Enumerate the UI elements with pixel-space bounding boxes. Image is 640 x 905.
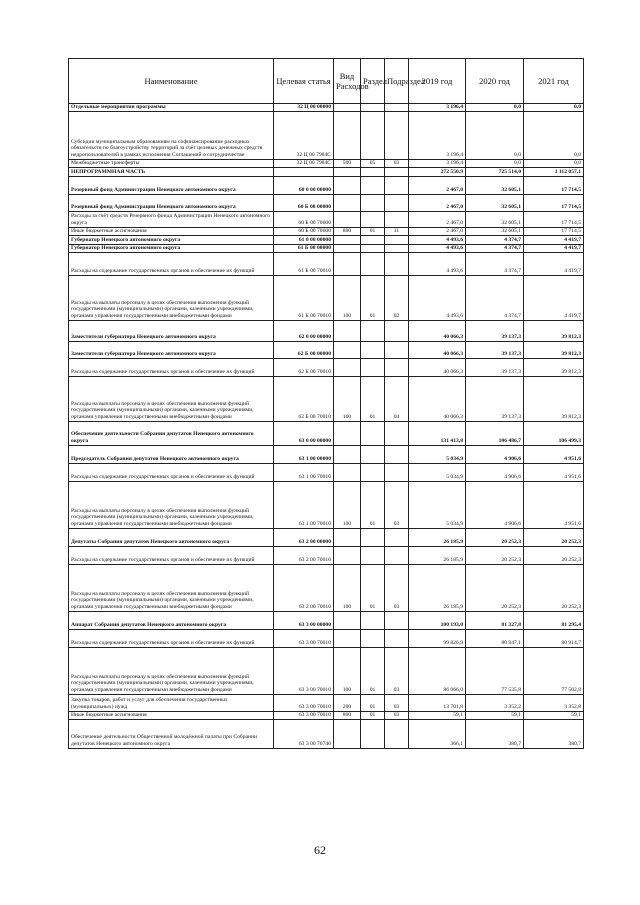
- row-value-2019: 26 185,9: [409, 564, 466, 611]
- row-target-code: 63 1 00 00000: [274, 445, 334, 463]
- header-podrazdel: Подраздел: [385, 59, 409, 104]
- table-row: [69, 694, 584, 711]
- row-vid: [334, 320, 361, 341]
- row-value-2021: 80 914,7: [524, 629, 584, 647]
- row-razdel: [361, 167, 385, 176]
- row-razdel: 05: [361, 159, 385, 167]
- row-podrazdel: 03: [385, 159, 409, 167]
- row-vid: [334, 244, 361, 252]
- row-target-code: 61 Б 00 00000: [274, 244, 334, 252]
- row-name: Обеспечение деятельности Собрания депутатов Ненецкого автономного округа: [69, 421, 274, 445]
- row-target-code: 32 Ц 00 7984С: [274, 159, 334, 167]
- row-podrazdel: 03: [385, 711, 409, 719]
- row-name: Резервный фонд Администрации Ненецкого автономного округа: [69, 194, 274, 211]
- row-name: Расходы на содержание государственных органов и обеспечение их функций: [69, 546, 274, 564]
- row-razdel: [361, 235, 385, 244]
- row-value-2020: 39 137,3: [466, 376, 524, 421]
- row-target-code: 60 Б 00 00000: [274, 194, 334, 211]
- row-target-code: 61 Б 00 70010: [274, 252, 334, 275]
- table-row: [69, 275, 584, 320]
- row-podrazdel: [385, 445, 409, 463]
- row-value-2019: 4 493,6: [409, 235, 466, 244]
- row-razdel: 01: [361, 564, 385, 611]
- row-target-code: 63 2 00 70010: [274, 546, 334, 564]
- row-name: Обеспечение деятельности Общественной молодёжной палаты при Собрании депутатов Ненецкого автономного округа: [69, 719, 274, 748]
- row-value-2021: 17 714,5: [524, 227, 584, 235]
- row-target-code: 62 Б 00 00000: [274, 341, 334, 358]
- row-target-code: 63 3 00 00000: [274, 611, 334, 629]
- row-razdel: [361, 611, 385, 629]
- row-value-2019: 2 467,0: [409, 176, 466, 194]
- table-row: [69, 463, 584, 481]
- row-name: Расходы за счёт средств Резервного фонда Администрации Ненецкого автономного округа: [69, 211, 274, 227]
- row-name: Заместители губернатора Ненецкого автономного округа: [69, 341, 274, 358]
- row-name: Отдельные мероприятия программы: [69, 104, 274, 112]
- row-razdel: [361, 463, 385, 481]
- table-row: [69, 320, 584, 341]
- row-target-code: 61 0 00 00000: [274, 235, 334, 244]
- row-value-2020: 725 514,0: [466, 167, 524, 176]
- row-value-2021: 20 252,3: [524, 564, 584, 611]
- row-name: Губернатор Ненецкого автономного округа: [69, 244, 274, 252]
- row-podrazdel: [385, 611, 409, 629]
- row-target-code: 60 Б 00 70600: [274, 211, 334, 227]
- row-value-2019: 13 701,8: [409, 694, 466, 711]
- row-value-2020: 39 137,3: [466, 341, 524, 358]
- row-name: Расходы на выплаты персоналу в целях обеспечения выполнения функций государственными (муниципальными) органами, казенными учреждениями, органами управления государственными внебюджетными фондами: [69, 275, 274, 320]
- row-value-2021: 4 419,7: [524, 252, 584, 275]
- row-value-2019: 40 066,3: [409, 320, 466, 341]
- table-row: [69, 711, 584, 719]
- table-row: [69, 227, 584, 235]
- row-vid: 800: [334, 227, 361, 235]
- row-podrazdel: [385, 358, 409, 376]
- row-podrazdel: 03: [385, 481, 409, 528]
- row-razdel: [361, 320, 385, 341]
- row-value-2021: 59,1: [524, 711, 584, 719]
- row-podrazdel: [385, 235, 409, 244]
- row-value-2019: 100 193,0: [409, 611, 466, 629]
- table-row: [69, 104, 584, 112]
- header-name: Наименование: [69, 59, 274, 104]
- table-row: [69, 546, 584, 564]
- row-value-2021: 4 419,7: [524, 244, 584, 252]
- row-value-2020: 0,0: [466, 111, 524, 159]
- header-2020: 2020 год: [466, 59, 524, 104]
- table-row: [69, 341, 584, 358]
- row-podrazdel: 11: [385, 227, 409, 235]
- row-name: НЕПРОГРАММНАЯ ЧАСТЬ: [69, 167, 274, 176]
- row-podrazdel: [385, 320, 409, 341]
- row-value-2021: 39 812,3: [524, 341, 584, 358]
- row-vid: [334, 546, 361, 564]
- row-value-2021: 4 951,6: [524, 481, 584, 528]
- row-value-2021: 3 352,8: [524, 694, 584, 711]
- row-podrazdel: [385, 629, 409, 647]
- table-row: [69, 194, 584, 211]
- row-target-code: 61 Б 00 70010: [274, 275, 334, 320]
- row-target-code: 32 Ц 00 7984С: [274, 111, 334, 159]
- row-value-2019: 2 467,0: [409, 194, 466, 211]
- row-value-2020: 20 252,3: [466, 546, 524, 564]
- row-value-2019: 59,1: [409, 711, 466, 719]
- row-vid: [334, 421, 361, 445]
- row-value-2020: 20 252,3: [466, 528, 524, 546]
- row-vid: 800: [334, 711, 361, 719]
- row-target-code: 63 3 00 70010: [274, 711, 334, 719]
- row-name: Расходы на выплаты персоналу в целях обеспечения выполнения функций государственными (муниципальными) органами, казенными учреждениями, органами управления государственными внебюджетными фондами: [69, 376, 274, 421]
- table-row: [69, 244, 584, 252]
- row-vid: [334, 341, 361, 358]
- row-podrazdel: 03: [385, 564, 409, 611]
- row-value-2021: 106 499,3: [524, 421, 584, 445]
- row-vid: [334, 445, 361, 463]
- row-vid: 200: [334, 694, 361, 711]
- row-podrazdel: [385, 421, 409, 445]
- row-value-2020: 59,1: [466, 711, 524, 719]
- row-razdel: [361, 445, 385, 463]
- row-razdel: [361, 528, 385, 546]
- row-target-code: 63 3 00 70010: [274, 694, 334, 711]
- row-vid: [334, 235, 361, 244]
- row-podrazdel: [385, 194, 409, 211]
- row-value-2021: 17 714,5: [524, 194, 584, 211]
- row-value-2020: 0,0: [466, 104, 524, 112]
- row-value-2021: 4 951,6: [524, 463, 584, 481]
- row-value-2021: 17 714,5: [524, 211, 584, 227]
- row-value-2021: 81 295,4: [524, 611, 584, 629]
- row-value-2021: 0,0: [524, 104, 584, 112]
- row-podrazdel: [385, 176, 409, 194]
- row-value-2019: 99 826,9: [409, 629, 466, 647]
- row-value-2021: 4 419,7: [524, 275, 584, 320]
- row-value-2021: 77 502,8: [524, 647, 584, 694]
- row-name: Председатель Собрания депутатов Ненецкого автономного округа: [69, 445, 274, 463]
- row-target-code: 63 0 00 00000: [274, 421, 334, 445]
- row-value-2021: 39 812,3: [524, 376, 584, 421]
- row-value-2020: 0,0: [466, 159, 524, 167]
- row-value-2020: 32 605,1: [466, 227, 524, 235]
- table-row: [69, 167, 584, 176]
- row-value-2020: 4 906,6: [466, 481, 524, 528]
- row-target-code: [274, 167, 334, 176]
- row-value-2021: 4 419,7: [524, 235, 584, 244]
- row-value-2021: 4 951,6: [524, 445, 584, 463]
- row-vid: [334, 358, 361, 376]
- row-name: Расходы на выплаты персоналу в целях обеспечения выполнения функций государственными (муниципальными) органами, казенными учреждениями, органами управления государственными внебюджетными фондами: [69, 564, 274, 611]
- table-row: [69, 445, 584, 463]
- row-vid: [334, 104, 361, 112]
- row-podrazdel: [385, 111, 409, 159]
- row-name: Закупка товаров, работ и услуг для обеспечения государственных (муниципальных) нужд: [69, 694, 274, 711]
- row-vid: [334, 629, 361, 647]
- row-vid: [334, 167, 361, 176]
- row-razdel: [361, 252, 385, 275]
- row-value-2020: 80 947,1: [466, 629, 524, 647]
- row-razdel: 01: [361, 275, 385, 320]
- row-razdel: [361, 421, 385, 445]
- row-razdel: [361, 104, 385, 112]
- table-row: [69, 176, 584, 194]
- row-name: Расходы на выплаты персоналу в целях обеспечения выполнения функций государственными (муниципальными) органами, казенными учреждениями, органами управления государственными внебюджетными фондами: [69, 647, 274, 694]
- table-body: [69, 104, 584, 749]
- row-value-2020: 4 374,7: [466, 235, 524, 244]
- row-value-2020: 20 252,3: [466, 564, 524, 611]
- row-razdel: [361, 546, 385, 564]
- row-podrazdel: 03: [385, 647, 409, 694]
- row-razdel: 01: [361, 647, 385, 694]
- table-header-row: [69, 59, 584, 104]
- row-target-code: 32 Ц 00 00000: [274, 104, 334, 112]
- row-podrazdel: [385, 252, 409, 275]
- row-vid: 100: [334, 647, 361, 694]
- row-vid: [334, 611, 361, 629]
- table-row: [69, 719, 584, 748]
- row-value-2019: 40 066,3: [409, 341, 466, 358]
- row-name: Губернатор Ненецкого автономного округа: [69, 235, 274, 244]
- row-value-2020: 3 352,2: [466, 694, 524, 711]
- row-name: Иные бюджетные ассигнования: [69, 711, 274, 719]
- row-razdel: 01: [361, 694, 385, 711]
- row-vid: 100: [334, 481, 361, 528]
- row-value-2019: 4 493,6: [409, 244, 466, 252]
- row-podrazdel: [385, 719, 409, 748]
- row-value-2019: 86 066,0: [409, 647, 466, 694]
- row-value-2020: 4 374,7: [466, 252, 524, 275]
- row-podrazdel: 04: [385, 376, 409, 421]
- table-row: [69, 235, 584, 244]
- row-razdel: [361, 719, 385, 748]
- table-row: [69, 252, 584, 275]
- row-value-2020: 77 535,8: [466, 647, 524, 694]
- row-vid: 100: [334, 275, 361, 320]
- row-value-2021: 17 714,5: [524, 176, 584, 194]
- header-2021: 2021 год: [524, 59, 584, 104]
- row-razdel: [361, 111, 385, 159]
- row-razdel: 01: [361, 711, 385, 719]
- row-name: Расходы на выплаты персоналу в целях обеспечения выполнения функций государственными (муниципальными) органами, казенными учреждениями, органами управления государственными внебюджетными фондами: [69, 481, 274, 528]
- row-podrazdel: [385, 104, 409, 112]
- row-name: Резервный фонд Администрации Ненецкого автономного округа: [69, 176, 274, 194]
- row-vid: 100: [334, 376, 361, 421]
- row-razdel: [361, 629, 385, 647]
- row-value-2021: 39 812,3: [524, 358, 584, 376]
- row-podrazdel: [385, 546, 409, 564]
- row-vid: [334, 252, 361, 275]
- row-podrazdel: [385, 528, 409, 546]
- row-vid: [334, 719, 361, 748]
- row-value-2019: 26 185,9: [409, 546, 466, 564]
- row-target-code: 62 Б 00 70010: [274, 376, 334, 421]
- row-value-2019: 40 066,3: [409, 358, 466, 376]
- row-value-2020: 380,7: [466, 719, 524, 748]
- row-value-2019: 5 034,9: [409, 463, 466, 481]
- row-value-2020: 39 137,3: [466, 320, 524, 341]
- row-value-2019: 3 196,4: [409, 104, 466, 112]
- row-target-code: 63 2 00 70010: [274, 564, 334, 611]
- row-value-2021: 0,0: [524, 111, 584, 159]
- row-value-2020: 4 906,6: [466, 463, 524, 481]
- row-name: Расходы на содержание государственных органов и обеспечение их функций: [69, 463, 274, 481]
- table-row: [69, 564, 584, 611]
- row-razdel: [361, 211, 385, 227]
- row-value-2020: 106 486,7: [466, 421, 524, 445]
- row-value-2021: 1 112 057,1: [524, 167, 584, 176]
- row-name: Аппарат Собрания депутатов Ненецкого автономного округа: [69, 611, 274, 629]
- row-value-2019: 3 196,4: [409, 111, 466, 159]
- row-value-2020: 32 605,1: [466, 211, 524, 227]
- row-value-2020: 32 605,1: [466, 176, 524, 194]
- row-target-code: 63 3 00 70740: [274, 719, 334, 748]
- row-razdel: 01: [361, 227, 385, 235]
- row-value-2019: 2 467,0: [409, 227, 466, 235]
- row-value-2019: 4 493,6: [409, 275, 466, 320]
- row-name: Иные бюджетные ассигнования: [69, 227, 274, 235]
- row-target-code: 63 2 00 00000: [274, 528, 334, 546]
- budget-table: [68, 58, 584, 749]
- table-row: [69, 211, 584, 227]
- header-target: Целевая статья: [274, 59, 334, 104]
- row-value-2021: 380,7: [524, 719, 584, 748]
- row-target-code: 60 Б 00 70600: [274, 227, 334, 235]
- row-value-2019: 40 066,3: [409, 376, 466, 421]
- row-value-2019: 26 185,9: [409, 528, 466, 546]
- row-value-2019: 2 467,0: [409, 211, 466, 227]
- row-value-2020: 4 374,7: [466, 244, 524, 252]
- row-name: Расходы на содержание государственных органов и обеспечение их функций: [69, 629, 274, 647]
- header-razdel: Раздел: [361, 59, 385, 104]
- row-value-2019: 366,1: [409, 719, 466, 748]
- row-vid: 100: [334, 564, 361, 611]
- row-podrazdel: [385, 244, 409, 252]
- row-vid: [334, 211, 361, 227]
- table-row: [69, 376, 584, 421]
- row-razdel: [361, 358, 385, 376]
- table-row: [69, 629, 584, 647]
- header-vid: Вид Расходов: [334, 59, 361, 104]
- row-target-code: 62 0 00 00000: [274, 320, 334, 341]
- row-target-code: 62 Б 00 70010: [274, 358, 334, 376]
- table-row: [69, 528, 584, 546]
- row-value-2019: 131 413,8: [409, 421, 466, 445]
- row-razdel: [361, 244, 385, 252]
- row-vid: [334, 194, 361, 211]
- row-podrazdel: [385, 341, 409, 358]
- row-podrazdel: [385, 211, 409, 227]
- table-row: [69, 481, 584, 528]
- row-value-2020: 39 137,3: [466, 358, 524, 376]
- row-value-2020: 81 327,8: [466, 611, 524, 629]
- row-value-2020: 4 906,6: [466, 445, 524, 463]
- row-razdel: 01: [361, 376, 385, 421]
- row-value-2021: 0,0: [524, 159, 584, 167]
- row-razdel: [361, 194, 385, 211]
- table-row: [69, 358, 584, 376]
- row-value-2019: 5 034,9: [409, 481, 466, 528]
- table-row: [69, 647, 584, 694]
- row-vid: [334, 111, 361, 159]
- row-value-2019: 4 493,6: [409, 252, 466, 275]
- row-target-code: 63 1 00 70010: [274, 481, 334, 528]
- row-value-2021: 20 252,3: [524, 528, 584, 546]
- row-value-2020: 4 374,7: [466, 275, 524, 320]
- row-name: Межбюджетные трансферты: [69, 159, 274, 167]
- row-vid: [334, 176, 361, 194]
- row-razdel: [361, 341, 385, 358]
- row-value-2021: 20 252,3: [524, 546, 584, 564]
- row-name: Субсидии муниципальным образованиям на софинансирование расходных обязательств по благоустройству территорий за счёт целевых денежных средств недропользователей в рамках исполнения Соглашений о сотрудничестве: [69, 111, 274, 159]
- row-name: Депутаты Собрания депутатов Ненецкого автономного округа: [69, 528, 274, 546]
- row-vid: [334, 463, 361, 481]
- table-row: [69, 421, 584, 445]
- table-row: [69, 159, 584, 167]
- row-razdel: [361, 176, 385, 194]
- row-name: Расходы на содержание государственных органов и обеспечение их функций: [69, 252, 274, 275]
- row-value-2019: 5 034,9: [409, 445, 466, 463]
- row-vid: 500: [334, 159, 361, 167]
- row-target-code: 63 1 00 70010: [274, 463, 334, 481]
- row-podrazdel: [385, 463, 409, 481]
- row-podrazdel: [385, 167, 409, 176]
- page-number: 62: [314, 843, 326, 857]
- row-podrazdel: 02: [385, 275, 409, 320]
- row-value-2019: 272 550,9: [409, 167, 466, 176]
- table-row: [69, 611, 584, 629]
- row-value-2019: 3 196,4: [409, 159, 466, 167]
- row-target-code: 60 0 00 00000: [274, 176, 334, 194]
- row-value-2021: 39 812,3: [524, 320, 584, 341]
- row-target-code: 63 3 00 70010: [274, 647, 334, 694]
- row-target-code: 63 3 00 70010: [274, 629, 334, 647]
- row-name: Заместители губернатора Ненецкого автономного округа: [69, 320, 274, 341]
- header-2019: 2019 год: [409, 59, 466, 104]
- row-vid: [334, 528, 361, 546]
- row-value-2020: 32 605,1: [466, 194, 524, 211]
- row-name: Расходы на содержание государственных органов и обеспечение их функций: [69, 358, 274, 376]
- table-row: [69, 111, 584, 159]
- row-razdel: 01: [361, 481, 385, 528]
- row-podrazdel: 03: [385, 694, 409, 711]
